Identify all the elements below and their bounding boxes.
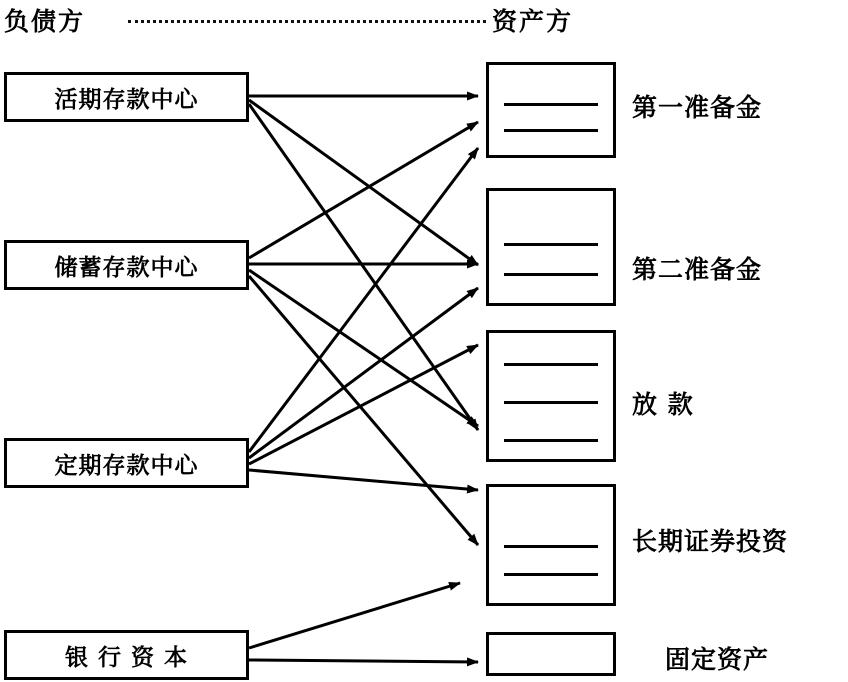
column-header-liabilities: 负债方 [4, 7, 86, 36]
asset-node-3-rule-2 [504, 401, 598, 404]
asset-node-3-rule-3 [504, 439, 598, 442]
asset-node-4[interactable] [486, 484, 616, 606]
liability-node-3-label: 定期存款中心 [54, 452, 199, 479]
liability-node-3[interactable] [4, 438, 249, 488]
asset-node-2[interactable] [486, 188, 616, 306]
column-header-assets: 资产方 [492, 7, 574, 36]
asset-node-4-rule-1 [504, 545, 598, 548]
asset-node-1-rule-1 [504, 103, 598, 106]
liability-node-2[interactable] [4, 240, 249, 290]
asset-node-2-label: 第二准备金 [632, 255, 763, 284]
asset-node-5[interactable] [486, 632, 616, 676]
asset-node-1[interactable] [486, 62, 616, 158]
asset-node-4-label: 长期证券投资 [632, 527, 789, 556]
asset-node-4-rule-2 [504, 573, 598, 576]
header-dotted-divider [128, 20, 486, 25]
liability-node-4-label: 银 行 资 本 [64, 644, 189, 671]
asset-node-3-rule-1 [504, 363, 598, 366]
liability-node-1[interactable] [4, 72, 249, 122]
asset-node-2-rule-2 [504, 273, 598, 276]
asset-node-5-label: 固定资产 [665, 645, 770, 674]
asset-node-1-label: 第一准备金 [632, 93, 763, 122]
asset-node-3[interactable] [486, 330, 616, 462]
liability-node-1-label: 活期存款中心 [54, 86, 199, 113]
asset-node-3-label: 放 款 [632, 390, 694, 419]
liability-node-4[interactable] [4, 630, 249, 680]
asset-node-1-rule-2 [504, 129, 598, 132]
liability-node-2-label: 储蓄存款中心 [54, 254, 199, 281]
asset-node-2-rule-1 [504, 243, 598, 246]
